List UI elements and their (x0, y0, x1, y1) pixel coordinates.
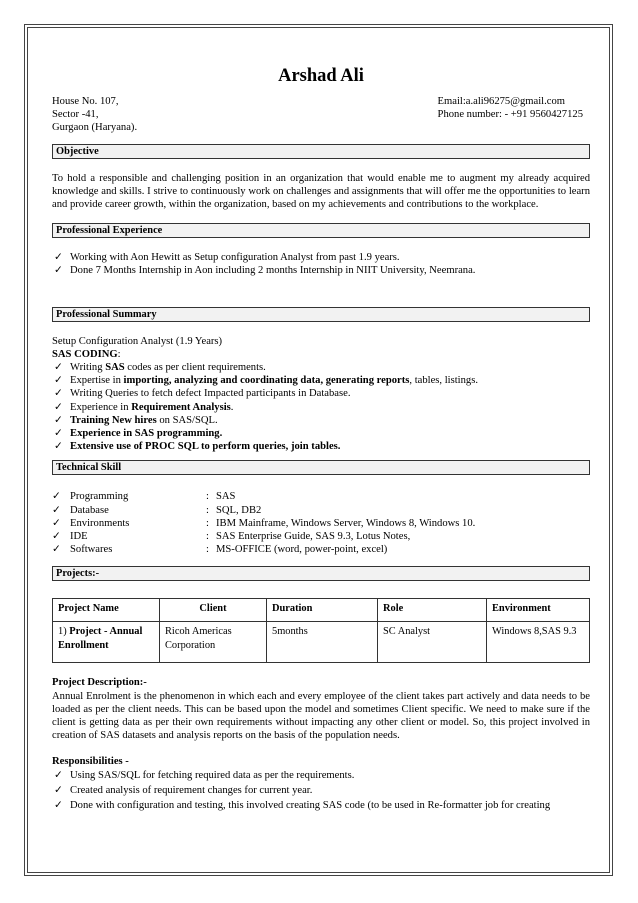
sas-coding-label: SAS CODING: (52, 348, 121, 360)
table-cell: Ricoh Americas Corporation (160, 622, 267, 663)
contact-block (52, 95, 590, 135)
email-text: Email:a.ali96275@gmail.com (437, 96, 565, 107)
skill-row: ✓ Database : SQL, DB2 (52, 504, 262, 516)
experience-list (52, 251, 590, 277)
list-item: ✓ Created analysis of requirement changes for current year. (54, 784, 313, 796)
address-block (52, 95, 137, 135)
address-line: Gurgaon (Haryana). (52, 122, 138, 134)
skill-row: ✓ Programming : SAS (52, 491, 236, 503)
address-line: Sector -41, (52, 109, 99, 121)
section-header-skills: Technical Skill (52, 460, 590, 475)
list-item: ✓ Writing SAS codes as per client requirements. (54, 362, 266, 374)
list-item: ✓ Done with configuration and testing, this involved creating SAS code (to be used in Re-formatter job for creating (54, 800, 551, 812)
address-line: House No. 107, (52, 96, 119, 107)
checkmark-icon: ✓ (54, 784, 63, 796)
contact-info (438, 95, 590, 135)
responsibilities-heading: Responsibilities - (52, 756, 129, 768)
candidate-name: Arshad Ali (278, 66, 364, 86)
table-cell: SC Analyst (378, 622, 487, 663)
objective-text: To hold a responsible and challenging position in an organization that would enable me to augment my already acquired knowledge and skills. I strive to continuously work on challenges and assignments that will offer me the opportunities to learn and provide career growth, within the organization, based on my achievements and contributions to the workplace. (52, 172, 590, 211)
list-item: ✓ Training New hires on SAS/SQL. (54, 414, 218, 426)
checkmark-icon: ✓ (54, 362, 63, 374)
skill-row: ✓ Softwares : MS-OFFICE (word, power-point, excel) (52, 544, 388, 556)
table-cell: 1) Project - Annual Enrollment (53, 622, 160, 663)
checkmark-icon: ✓ (52, 517, 61, 529)
list-item: ✓ Experience in Requirement Analysis. (54, 401, 234, 413)
section-header-projects: Projects:- (52, 566, 590, 581)
section-header-summary: Professional Summary (52, 307, 590, 322)
table-header-row (53, 599, 590, 622)
checkmark-icon: ✓ (54, 252, 63, 264)
checkmark-icon: ✓ (54, 388, 63, 400)
phone-text: Phone number: - +91 9560427125 (437, 109, 583, 121)
project-description-heading: Project Description:- (52, 677, 147, 689)
checkmark-icon: ✓ (54, 428, 63, 440)
checkmark-icon: ✓ (52, 544, 61, 556)
column-header: Project Name (53, 599, 160, 622)
checkmark-icon: ✓ (54, 441, 63, 453)
checkmark-icon: ✓ (54, 769, 63, 781)
summary-list (52, 361, 590, 453)
table-row (53, 622, 590, 663)
column-header: Client (160, 599, 267, 622)
summary-role-line: Setup Configuration Analyst (1.9 Years) (52, 335, 223, 347)
list-item: ✓ Experience in SAS programming. (54, 428, 223, 440)
projects-table (52, 598, 590, 663)
skills-list (52, 490, 590, 556)
column-header: Duration (267, 599, 378, 622)
checkmark-icon: ✓ (54, 414, 63, 426)
project-description-text: Annual Enrolment is the phenomenon in which each and every employee of the client takes part actively and data needs to be loaded as per the client needs. This can be based upon the model and sometimes Client specific. We need to make sure if the client is getting data as per their own requirements without impacting any other client or model. So, this project involved in creation of SAS datasets and analysis reports on the basis of the population needs. (52, 690, 590, 742)
list-item: ✓ Expertise in importing, analyzing and coordinating data, generating reports, tables, listings. (54, 375, 478, 387)
list-item: ✓ Writing Queries to fetch defect Impacted participants in Database. (54, 388, 351, 400)
list-item: ✓ Done 7 Months Internship in Aon including 2 months Internship in NIIT University, Neemrana. (54, 265, 476, 277)
list-item: ✓ Extensive use of PROC SQL to perform queries, join tables. (54, 441, 341, 453)
table-cell: Windows 8,SAS 9.3 (487, 622, 590, 663)
checkmark-icon: ✓ (54, 800, 63, 812)
table-cell: 5months (267, 622, 378, 663)
list-item: ✓ Working with Aon Hewitt as Setup configuration Analyst from past 1.9 years. (54, 252, 400, 264)
column-header: Environment (487, 599, 590, 622)
checkmark-icon: ✓ (54, 375, 63, 387)
column-header: Role (378, 599, 487, 622)
list-item: ✓ Using SAS/SQL for fetching required data as per the requirements. (54, 769, 355, 781)
responsibilities-list (52, 769, 590, 813)
checkmark-icon: ✓ (52, 504, 61, 516)
section-header-objective: Objective (52, 144, 590, 159)
checkmark-icon: ✓ (52, 491, 61, 503)
resume-content (52, 64, 590, 812)
section-header-experience: Professional Experience (52, 223, 590, 238)
checkmark-icon: ✓ (52, 531, 61, 543)
checkmark-icon: ✓ (54, 401, 63, 413)
skill-row: ✓ Environments : IBM Mainframe, Windows Server, Windows 8, Windows 10. (52, 517, 476, 529)
checkmark-icon: ✓ (54, 265, 63, 277)
skill-row: ✓ IDE : SAS Enterprise Guide, SAS 9.3, Lotus Notes, (52, 531, 411, 543)
